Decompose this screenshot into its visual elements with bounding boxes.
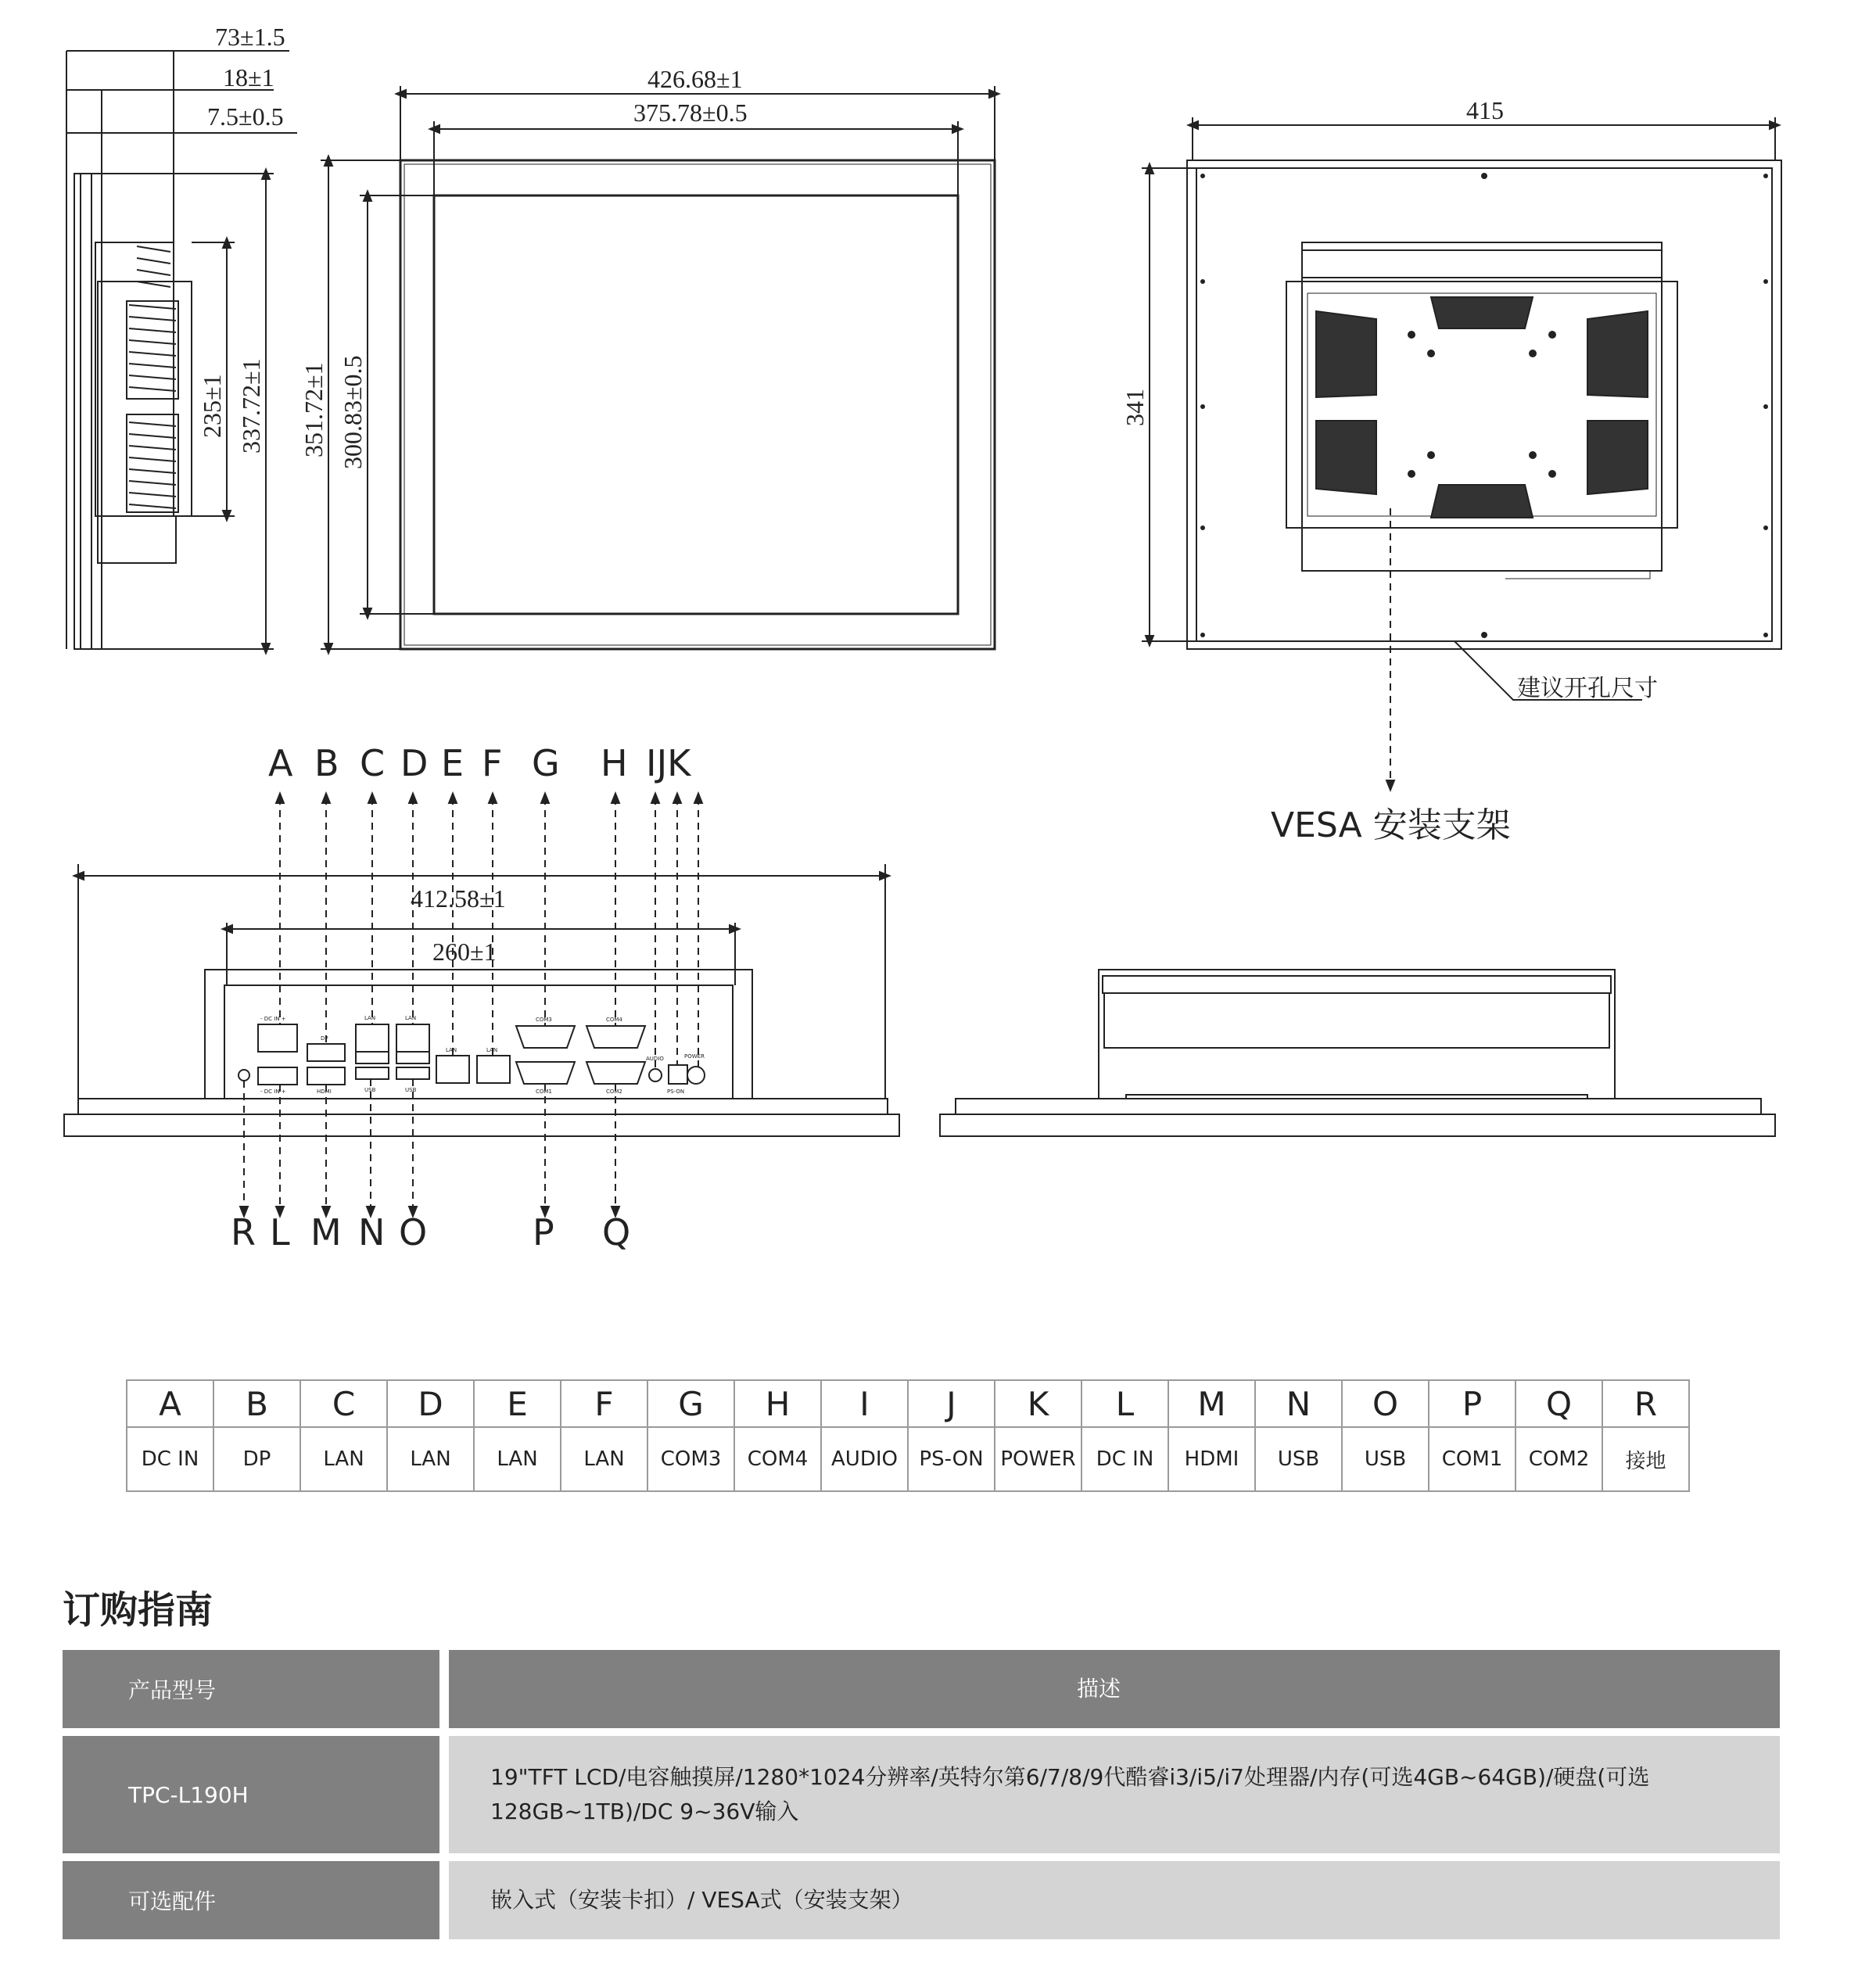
port-letter: O (1342, 1380, 1429, 1427)
ordering-model-cell: TPC-L190H (63, 1736, 439, 1853)
port-name: DC IN (1081, 1427, 1168, 1491)
ordering-guide-title: 订购指南 (63, 1588, 213, 1632)
port-name: 接地 (1602, 1427, 1689, 1491)
panel-label-lan4: LAN (486, 1047, 498, 1053)
panel-label-power: POWER (684, 1053, 705, 1060)
port-name: LAN (300, 1427, 387, 1491)
dim-side-depth: 73±1.5 (215, 23, 285, 51)
port-name: LAN (387, 1427, 474, 1491)
panel-label-com2: COM2 (606, 1089, 622, 1095)
ordering-description-cell: 嵌入式（安装卡扣）/ VESA式（安装支架） (449, 1861, 1780, 1939)
port-letter: F (561, 1380, 647, 1427)
front-view-drawing (321, 86, 995, 649)
io-view-drawing (64, 798, 899, 1212)
port-letter: E (474, 1380, 561, 1427)
port-name: DC IN (127, 1427, 213, 1491)
port-name: DP (213, 1427, 300, 1491)
port-name: COM2 (1516, 1427, 1602, 1491)
dim-rear-width: 415 (1466, 96, 1504, 124)
port-name: USB (1342, 1427, 1429, 1491)
panel-label-dcin-top: - DC IN + (260, 1016, 286, 1022)
port-letter-row (127, 1380, 1689, 1427)
panel-label-com4: COM4 (606, 1017, 622, 1023)
rear-view-drawing (1142, 117, 1781, 786)
port-letter: P (1429, 1380, 1516, 1427)
port-name: PS-ON (908, 1427, 995, 1491)
side-view-drawing (66, 51, 297, 649)
io-letter-g: G (532, 742, 560, 784)
panel-label-usb2: USB (405, 1087, 417, 1093)
ordering-header-model: 产品型号 (63, 1650, 439, 1728)
port-letter: N (1255, 1380, 1342, 1427)
port-legend-table (126, 1379, 1690, 1492)
ordering-row (63, 1736, 1780, 1853)
io-letter-b: B (314, 742, 339, 784)
dim-rear-height: 341 (1121, 389, 1149, 426)
io-letter-a: A (268, 742, 293, 784)
io-letter-l: L (270, 1211, 290, 1253)
panel-label-com3: COM3 (536, 1017, 552, 1023)
port-letter: L (1081, 1380, 1168, 1427)
panel-label-lan2: LAN (405, 1015, 417, 1021)
ordering-model-cell: 可选配件 (63, 1861, 439, 1939)
top-view-drawing (940, 970, 1775, 1136)
port-letter: J (908, 1380, 995, 1427)
cutout-label: 建议开孔尺寸 (1517, 675, 1658, 702)
dim-side-mid: 18±1 (223, 63, 274, 91)
port-name: AUDIO (821, 1427, 908, 1491)
dim-side-h1: 235±1 (198, 374, 226, 438)
port-name: COM4 (734, 1427, 821, 1491)
port-name: POWER (995, 1427, 1081, 1491)
port-letter: A (127, 1380, 213, 1427)
panel-label-audio: AUDIO (646, 1056, 664, 1062)
ordering-header-row (63, 1650, 1780, 1728)
port-name: HDMI (1168, 1427, 1255, 1491)
panel-label-lan1: LAN (364, 1015, 376, 1021)
port-name-row (127, 1427, 1689, 1491)
panel-label-hdmi: HDMI (317, 1089, 332, 1095)
port-letter: C (300, 1380, 387, 1427)
port-name: COM3 (647, 1427, 734, 1491)
dim-front-width: 426.68±1 (647, 65, 743, 93)
port-name: LAN (561, 1427, 647, 1491)
ordering-header-description: 描述 (449, 1650, 1780, 1728)
panel-label-dp: DP (321, 1035, 328, 1042)
io-letter-o: O (399, 1211, 428, 1253)
port-name: USB (1255, 1427, 1342, 1491)
dim-front-inner-height: 300.83±0.5 (339, 355, 367, 469)
port-name: LAN (474, 1427, 561, 1491)
io-letter-q: Q (602, 1211, 631, 1253)
ordering-row (63, 1861, 1780, 1939)
io-letter-c: C (360, 742, 386, 784)
io-letter-e: E (441, 742, 465, 784)
io-letter-d: D (400, 742, 429, 784)
panel-label-dcin-bottom: - DC IN + (260, 1089, 286, 1095)
dim-front-inner-width: 375.78±0.5 (633, 99, 748, 127)
panel-label-usb1: USB (364, 1087, 376, 1093)
io-letter-h: H (601, 742, 628, 784)
dim-side-h2: 337.72±1 (237, 358, 265, 454)
dim-front-height: 351.72±1 (300, 362, 328, 457)
port-letter: Q (1516, 1380, 1602, 1427)
panel-label-pson: PS-ON (667, 1089, 685, 1095)
port-letter: M (1168, 1380, 1255, 1427)
io-letter-m: M (310, 1211, 342, 1253)
port-letter: R (1602, 1380, 1689, 1427)
panel-label-lan3: LAN (446, 1047, 457, 1053)
ordering-description-cell: 19"TFT LCD/电容触摸屏/1280*1024分辨率/英特尔第6/7/8/9代酷睿i3/i5/i7处理器/内存(可选4GB~64GB)/硬盘(可选128GB~1TB)/DC 9~36V输入 (449, 1736, 1780, 1853)
io-letter-r: R (231, 1211, 256, 1253)
panel-label-com1: COM1 (536, 1089, 552, 1095)
io-letter-ijk: IJK (646, 742, 691, 784)
port-letter: G (647, 1380, 734, 1427)
port-letter: H (734, 1380, 821, 1427)
port-letter: B (213, 1380, 300, 1427)
port-letter: K (995, 1380, 1081, 1427)
io-letter-n: N (358, 1211, 386, 1253)
dim-side-front: 7.5±0.5 (207, 102, 284, 131)
dim-bottom-ports-width: 260±1 (432, 938, 497, 966)
dim-bottom-width: 412.58±1 (411, 884, 506, 913)
port-letter: I (821, 1380, 908, 1427)
io-letter-p: P (533, 1211, 554, 1253)
port-letter: D (387, 1380, 474, 1427)
vesa-label: VESA 安装支架 (1271, 805, 1511, 845)
port-name: COM1 (1429, 1427, 1516, 1491)
io-letter-f: F (482, 742, 503, 784)
